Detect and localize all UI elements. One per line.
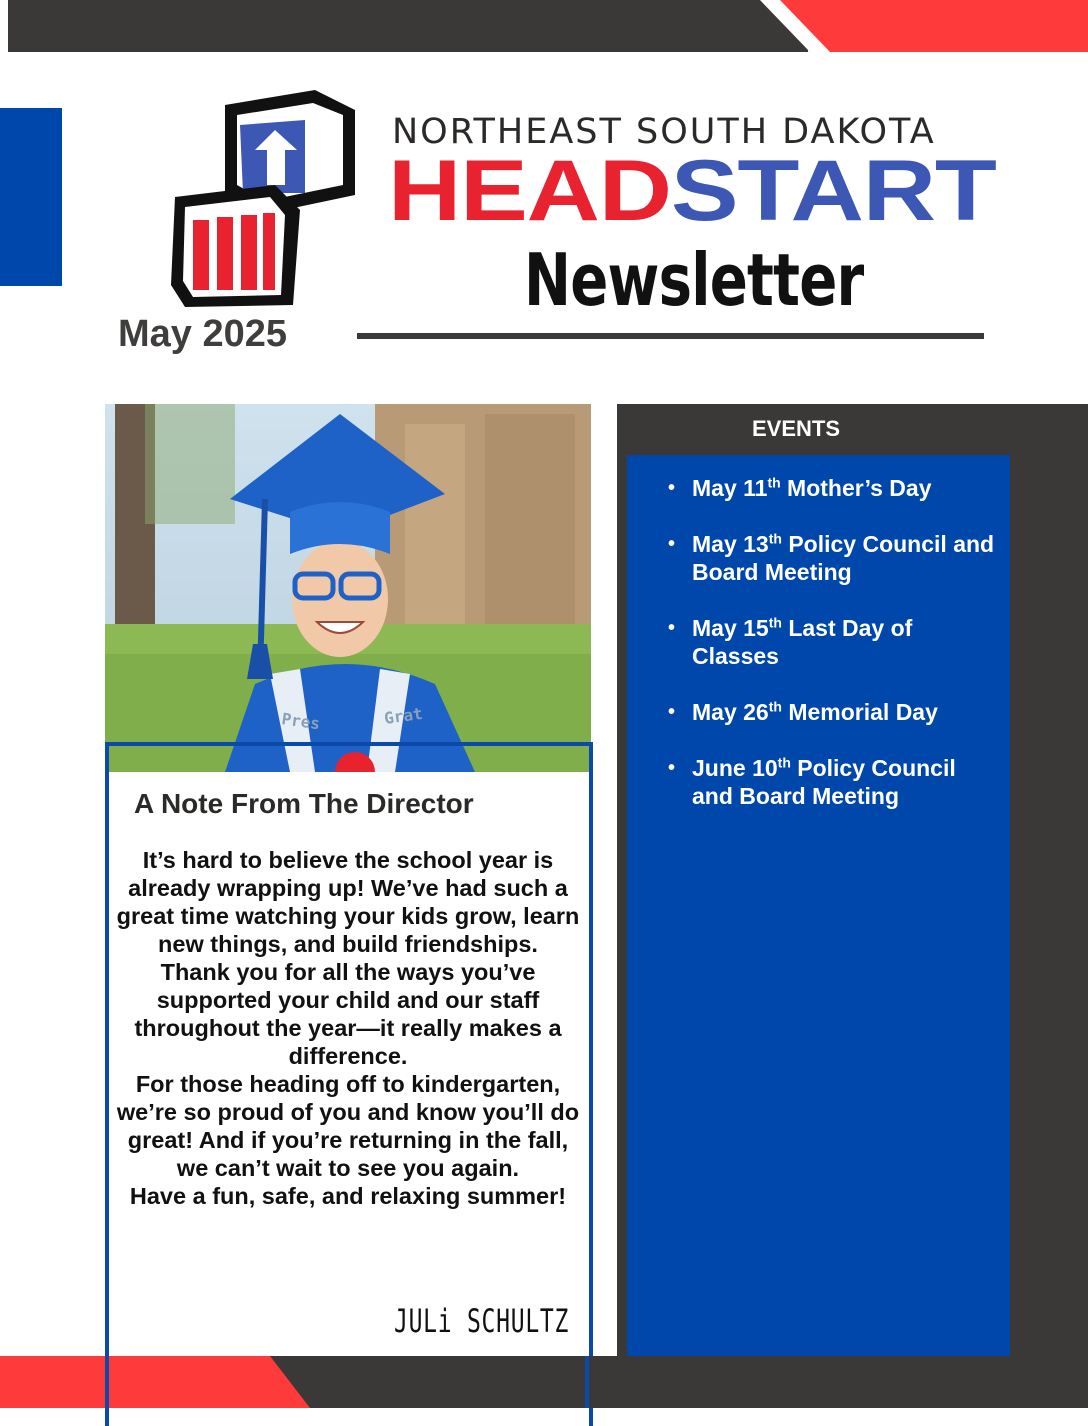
event-date: May 15: [692, 615, 769, 641]
headstart-wordmark: [388, 143, 996, 239]
headstart-blocks-logo: [165, 85, 365, 310]
stole-right-text: Grat: [382, 703, 424, 728]
event-date: May 11: [692, 475, 768, 501]
note-paragraph: For those heading off to kindergarten, we’re so proud of you and know you’ll do great! And if you’re returning in the fall, we can’t wait to see you again.: [116, 1071, 580, 1181]
graduate-photo: [105, 404, 591, 772]
top-red-bar: [760, 0, 1088, 52]
director-signature: JULi SCHULTZ: [394, 1302, 570, 1340]
event-date-suffix: th: [767, 474, 781, 491]
event-item: [668, 474, 998, 502]
bottom-dark-bar: [230, 1356, 1088, 1408]
publication-title: Newsletter: [524, 238, 864, 322]
event-text: Policy Council and Board Meeting: [692, 531, 995, 585]
note-frame-left-edge: [105, 1356, 109, 1408]
event-date-suffix: th: [777, 754, 791, 771]
org-name: NORTHEAST SOUTH DAKOTA: [392, 112, 936, 152]
issue-date: May 2025: [118, 313, 288, 355]
event-text: Memorial Day: [781, 699, 938, 725]
brand-head-text: HEAD: [388, 143, 671, 239]
event-date-suffix: th: [768, 614, 782, 631]
events-title: EVENTS: [752, 416, 841, 441]
event-item: [668, 698, 998, 726]
note-frame-right-edge: [585, 1356, 589, 1408]
event-item: [668, 530, 998, 586]
event-date: June 10: [692, 755, 778, 781]
event-date-suffix: th: [768, 698, 782, 715]
note-paragraph: Have a fun, safe, and relaxing summer!: [129, 1183, 567, 1209]
director-note-heading: A Note From The Director: [134, 788, 474, 819]
header-divider: [357, 333, 984, 339]
note-paragraph: It’s hard to believe the school year is already wrapping up! We’ve had such a great time watching your kids grow, learn new things, and build friendships.: [116, 847, 580, 957]
events-list: [668, 474, 998, 838]
event-date-suffix: th: [768, 530, 782, 547]
event-date: May 26: [692, 699, 769, 725]
event-text: Mother’s Day: [780, 475, 932, 501]
note-paragraph: Thank you for all the ways you’ve supported your child and our staff throughout the year—it really makes a difference.: [134, 959, 562, 1069]
event-text: Policy Council and Board Meeting: [692, 755, 956, 809]
stole-left-text: Pres: [280, 709, 322, 734]
bottom-red-bar: [0, 1356, 310, 1408]
event-item: [668, 614, 998, 670]
top-dark-bar: [8, 0, 808, 52]
event-item: [668, 754, 998, 810]
brand-start-text: START: [670, 143, 996, 239]
left-blue-accent: [0, 108, 62, 286]
director-note-body: [114, 846, 582, 1210]
event-text: Last Day of Classes: [692, 615, 913, 669]
event-date: May 13: [692, 531, 769, 557]
